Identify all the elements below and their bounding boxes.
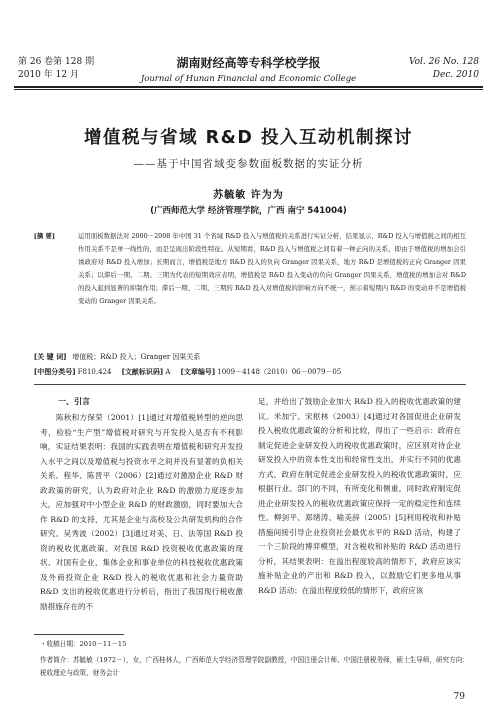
abstract-label: [摘 要] bbox=[34, 232, 55, 240]
classification-line bbox=[34, 367, 474, 377]
section-heading: 一、引言 bbox=[58, 397, 90, 406]
journal-name-en: Journal of Hunan Financial and Economic College bbox=[140, 74, 357, 84]
abstract-block bbox=[34, 230, 466, 308]
received-date: ・收稿日期：2010－11－15 bbox=[40, 640, 127, 648]
body-column-right bbox=[258, 395, 461, 598]
journal-name-cn: 湖南财经高等专科学校学报 bbox=[176, 56, 321, 70]
abstract-divider bbox=[34, 384, 466, 385]
article-id-value: 1009－4148（2010）06－0079－05 bbox=[217, 368, 342, 376]
header-rule-thin bbox=[14, 89, 483, 90]
clc-label: [中图分类号] bbox=[34, 368, 76, 376]
page-number: 79 bbox=[453, 692, 465, 702]
intro-paragraph-right: 足，并给出了鼓励企业加大 R&D 投入的税收优惠政策的建议。米加宁、宋枢林（2003）[4]通过对各国促进企业研发投入税收优惠政策的分析和比较，得出了一些启示：政府在制定促进企业研发投入的税收优惠政策时，应区别对待企业研发投入中的资本性支出和经常性支出，并实行不同的优惠方式，政府在制定促进企业研发投入的税收优惠政策时，应根据行业、部门的不同，有所变化和侧重，同时政府制定促进企业研发投入的税收优惠政策应保持一定的稳定性和连续性。柳剑平、郑绪涛、喻美辞（2005）[5]利用税收和补贴措施间接引导企业投资社会最优水平的 R&D 活动，构建了一个三阶段的博弈模型，对含税收和补贴的 R&D 活动进行分析，其结果表明：在溢出程度较高的情形下，政府应该实施补贴企业的产出和 R&D 投入，以鼓励它们更多地从事 R&D 活动；在溢出程度较低的情形下，政府应该 bbox=[258, 397, 461, 595]
keywords-block bbox=[34, 352, 466, 362]
doc-code-value: A bbox=[165, 368, 171, 376]
date-en-text: Dec. 2010 bbox=[432, 70, 479, 80]
body-column-left bbox=[40, 411, 243, 614]
article-id-label: [文章编号] bbox=[180, 368, 216, 376]
author-bio bbox=[40, 654, 470, 680]
paper-affiliation: (广西师范大学 经济管理学院，广西 南宁 541004) bbox=[150, 206, 347, 216]
date-text: 2010 年 12 月 bbox=[18, 70, 79, 80]
clc-value: F810.424 bbox=[77, 368, 112, 376]
abstract-text: 运用面板数据法对 2000－2008 年中国 31 个省域 R&D 投入与增值税的关系进行实证分析，结果显示，R&D 投入与增值税之间的相互作用关系不是单一线性的，而是呈现出阶段性特征。从短期看，R&D 投入与增值税之间有着一种正向的关系，即由于增值税的增加会引诱政府对 R&D 投入增加；长期而言，增值税是地方 R&D 投入的负向 Granger 因果关系，地方 R&D 是增值税的正向 Granger 因果关系；以滞后一期、二期、三期为代表的短期效应表明，增值税是 R&D 投入变动的负向 Granger 因果关系，增值税的增加会对 R&D 的投入起到显著的抑制作用；滞后一期、二期、三期的 R&D 投入对增值税的影响方向不统一，预示着短期内 R&D 的变动并不是增值税变动的 Granger 因果关系。 bbox=[78, 232, 466, 305]
paper-subtitle: ——基于中国省域变参数面板数据的实证分析 bbox=[133, 158, 364, 170]
volume-text: 第 26 卷第 128 期 bbox=[18, 57, 95, 67]
volume-en-text: Vol. 26 No. 128 bbox=[408, 57, 479, 67]
intro-paragraph-left: 陈秋和方保荣（2001）[1]通过对增值税转型的逆向思考，检验“生产型”增值税对研究与开发投入是否有不利影响，实证结果表明：我国的实践表明在增值税和研究开发投入水平之间以及增值税与投资水平之间并没有显著的负相关关系。程华、陈晋平（2006）[2]通过对激励企业 R&D 财政政策的研究，认为政府对企业 R&D 的激励力度逐步加大，应加强对中小型企业 R&D 的财政激励，同时要加大合作 R&D 的支持，尤其是企业与高校及公共研发机构的合作研究。吴秀波（2002）[3]通过对美、日、法等国 R&D 投资的税收优惠政策、对我国 R&D 投资税收优惠政策的现状、对国有企业、集体企业和事业单位的科技税收优惠政策及外商投资企业 R&D 投入的税收优惠和社会力量资助 R&D 支出的税收优惠进行分析后，指出了我国现行税收激励措施存在的不 bbox=[40, 413, 243, 611]
header-rule-thick bbox=[14, 86, 483, 88]
keywords-text: 增值税；R&D 投入；Granger 因果关系 bbox=[72, 353, 201, 361]
paper-authors: 苏毓敏 许为为 bbox=[213, 190, 284, 201]
keywords-label: [关 键 词] bbox=[34, 353, 67, 361]
author-bio-text: 苏毓敏（1972－），女，广西桂林人，广西师范大学经济管理学院副教授，中国注册会计师、中国注册税务师，硕士生导师，研究方向：税收理论与政策、财务会计 bbox=[40, 656, 469, 677]
paper-title: 增值税与省域 R&D 投入互动机制探讨 bbox=[84, 128, 413, 148]
journal-volume-en bbox=[409, 56, 479, 82]
footnote-rule bbox=[34, 634, 124, 635]
author-bio-label: 作者简介： bbox=[40, 656, 73, 664]
doc-code-label: [文献标识码] bbox=[121, 368, 164, 376]
